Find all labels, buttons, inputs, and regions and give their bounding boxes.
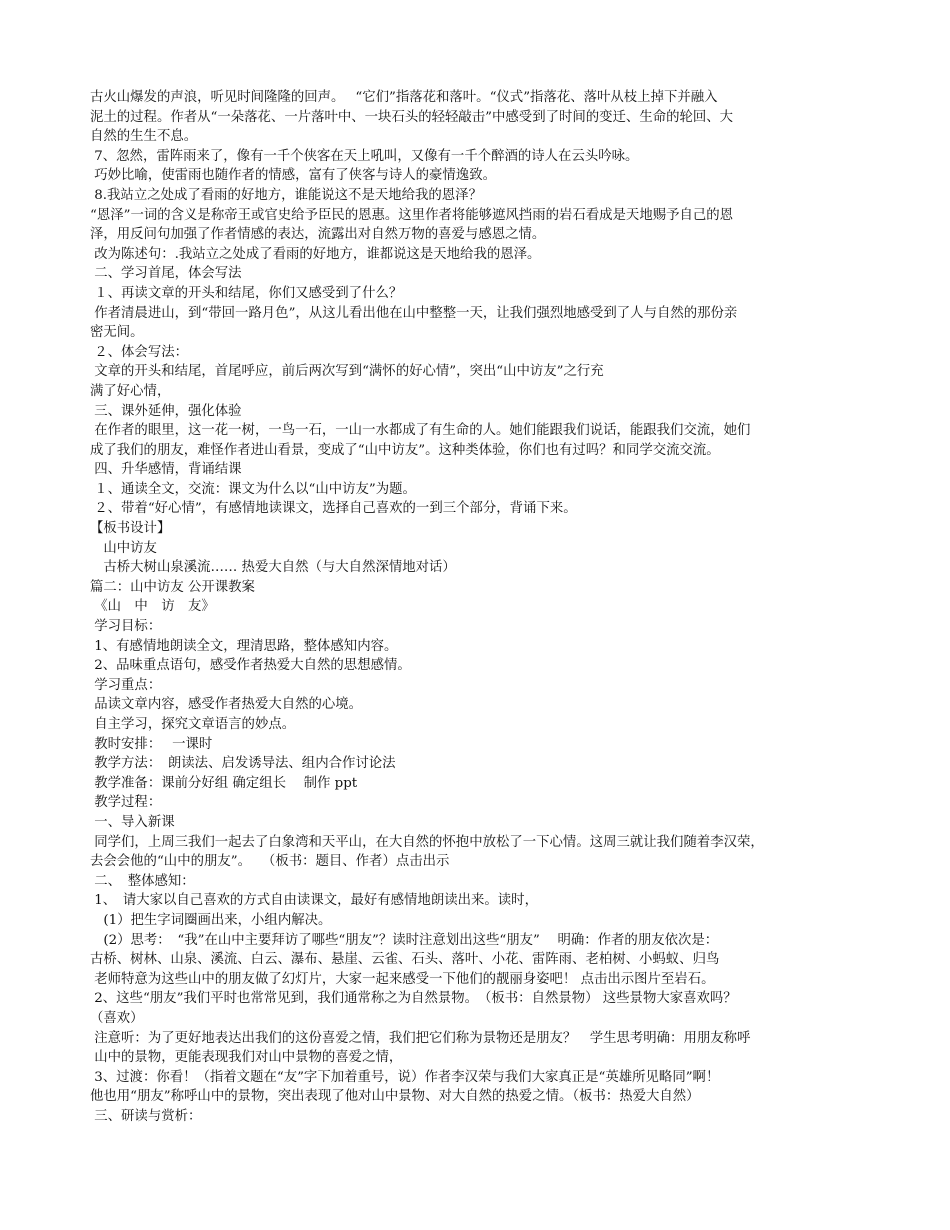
text-line: 古桥、树林、山泉、溪流、白云、瀑布、悬崖、云雀、石头、落叶、小花、雷阵雨、老柏树、小蚂蚁、归鸟 <box>90 952 720 968</box>
text-line: 山中的景物，更能表现我们对山中景物的喜爱之情， <box>90 1050 403 1066</box>
text-line: 教时安排： 一课时 <box>90 736 213 752</box>
text-line: ２、带着“好心情”，有感情地读课文，选择自己喜欢的一到三个部分，背诵下来。 <box>90 501 577 517</box>
text-line: 满了好心情， <box>90 383 171 399</box>
text-line: 三、课外延伸，强化体验 <box>90 403 242 419</box>
text-line: 同学们，上周三我们一起去了白象湾和天平山，在大自然的怀抱中放松了一下心情。这周三就让我们随着李汉荣， <box>90 834 764 850</box>
text-line: 成了我们的朋友，难怪作者进山看景，变成了“山中访友”。这种类体验，你们也有过吗？和同学交流交流。 <box>90 442 720 458</box>
text-line: 品读文章内容，感受作者热爱大自然的心境。 <box>90 697 363 713</box>
text-line: 去会会他的“山中的朋友”。 （板书：题目、作者）点击出示 <box>90 854 450 870</box>
text-line: 自主学习，探究文章语言的妙点。 <box>90 717 296 732</box>
text-line: 三、研读与赏析： <box>90 1108 202 1124</box>
text-line: 《山 中 访 友》 <box>90 599 215 615</box>
text-line: 二、学习首尾，体会写法 <box>90 266 242 282</box>
text-line: 作者清晨进山，到“带回一路月色”，从这儿看出他在山中整整一天，让我们强烈地感受到了人与自然的那份亲 <box>90 305 738 321</box>
text-line: 篇二：山中访友 公开课教案 <box>90 579 255 595</box>
text-line: 学习重点： <box>90 677 162 693</box>
document-body <box>90 88 870 1126</box>
text-line: 泽，用反问句加强了作者情感的表达，流露出对自然万物的喜爱与感恩之情。 <box>90 227 546 243</box>
text-line: 注意听：为了更好地表达出我们的这份喜爱之情，我们把它们称为景物还是朋友？ 学生思考明确：用朋友称呼 <box>90 1030 751 1046</box>
text-line: 古火山爆发的声浪，听见时间隆隆的回声。 “它们”指落花和落叶。“仪式”指落花、落叶从枝上掉下并融入 <box>90 90 718 105</box>
text-line: 二、 整体感知： <box>90 873 195 889</box>
text-line: 学习目标： <box>90 619 162 635</box>
text-line: (2）思考： “我”在山中主要拜访了哪些“朋友”？读时注意划出这些“朋友” 明确：作者的朋友依次是： <box>90 932 719 948</box>
text-line: ２、体会写法： <box>90 344 188 360</box>
text-line: 教学方法： 朗读法、启发诱导法、组内合作讨论法 <box>90 756 396 772</box>
text-line: 泥土的过程。作者从“一朵落花、一片落叶中、一块石头的轻轻敲击”中感受到了时间的变迁、生命的轮回、大 <box>90 109 734 125</box>
text-line: １、再读文章的开头和结尾，你们又感受到了什么？ <box>90 285 403 301</box>
text-line: 1、有感情地朗读全文，理清思路，整体感知内容。 <box>90 638 398 654</box>
text-line: 8.我站立之处成了看雨的好地方，谁能说这不是天地给我的恩泽？ <box>90 187 482 203</box>
text-line: 自然的生生不息。 <box>90 129 198 145</box>
text-line: 3、过渡：你看！（指着文题在“友”字下加着重号，说）作者李汉荣与我们大家真正是“英雄所见略同”啊！ <box>90 1069 720 1085</box>
text-line: 2、品味重点语句，感受作者热爱大自然的思想感情。 <box>90 658 411 674</box>
text-line: 7、忽然，雷阵雨来了，像有一千个侠客在天上吼叫，又像有一千个醉酒的诗人在云头吟咏。 <box>90 148 639 164</box>
text-line: 改为陈述句：.我站立之处成了看雨的好地方，谁都说这是天地给我的恩泽。 <box>90 246 541 262</box>
text-line: 教学过程： <box>90 795 162 811</box>
text-line: (1）把生字词圈画出来，小组内解决。 <box>90 912 332 928</box>
text-line: 2、这些“朋友”我们平时也常常见到，我们通常称之为自然景物。 （板书：自然景物） 这些景物大家喜欢吗？ <box>90 991 737 1007</box>
text-line: 教学准备：课前分好组 确定组长 制作 ppt <box>90 775 358 791</box>
text-line: １、通读全文，交流：课文为什么以“山中访友”为题。 <box>90 481 416 497</box>
text-line: 山中访友 <box>90 540 157 556</box>
text-line: 巧妙比喻，使雷雨也随作者的情感，富有了侠客与诗人的豪情逸致。 <box>90 168 496 184</box>
text-line: （喜欢） <box>90 1010 144 1026</box>
text-line: 【板书设计】 <box>90 521 171 537</box>
text-line: 一、导入新课 <box>90 814 175 830</box>
text-line: 老师特意为这些山中的朋友做了幻灯片，大家一起来感受一下他们的靓丽身姿吧！ 点击出示图片至岩石。 <box>90 971 715 987</box>
text-line: “恩泽”一词的含义是称帝王或官史给予臣民的恩惠。这里作者将能够遮风挡雨的岩石看成是天地赐予自己的恩 <box>90 207 734 223</box>
text-line: 密无间。 <box>90 325 144 341</box>
text-line: 在作者的眼里，这一花一树，一鸟一石，一山一水都成了有生命的人。她们能跟我们说话，能跟我们交流，她们 <box>90 423 751 439</box>
text-line: 古桥大树山泉溪流…… 热爱大自然（与大自然深情地对话） <box>90 560 456 576</box>
text-line: 他也用“朋友”称呼山中的景物，突出表现了他对山中景物、对大自然的热爱之情。（板书：热爱大自然） <box>90 1089 700 1105</box>
text-line: 1、 请大家以自己喜欢的方式自由读课文，最好有感情地朗读出来。读时， <box>90 893 538 909</box>
text-line: 文章的开头和结尾，首尾呼应，前后两次写到“满怀的好心情”，突出“山中访友”之行充 <box>90 364 604 380</box>
text-line: 四、升华感情，背诵结课 <box>90 462 242 478</box>
